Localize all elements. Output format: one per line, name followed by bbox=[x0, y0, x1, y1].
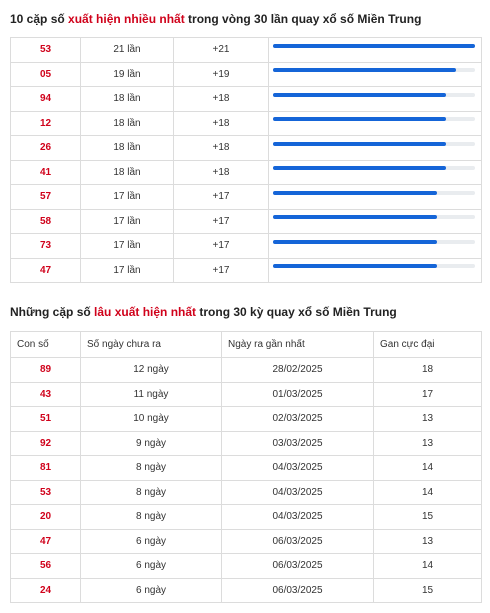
frequent-title-post: trong vòng 30 lần quay xổ số Miền Trung bbox=[184, 12, 422, 26]
frequent-pairs-table bbox=[10, 37, 482, 283]
max-gap: 18 bbox=[374, 358, 482, 383]
last-appeared-date: 04/03/2025 bbox=[222, 505, 374, 530]
occurrence-count: 17 lần bbox=[81, 258, 174, 283]
frequency-bar-cell bbox=[269, 87, 482, 112]
occurrence-count: 18 lần bbox=[81, 160, 174, 185]
last-appeared-date: 06/03/2025 bbox=[222, 554, 374, 579]
frequency-bar-cell bbox=[269, 62, 482, 87]
gan-row bbox=[11, 529, 482, 554]
pair-number: 58 bbox=[11, 209, 81, 234]
last-appeared-date: 06/03/2025 bbox=[222, 578, 374, 603]
frequency-bar-cell bbox=[269, 111, 482, 136]
header-gan-cuc-dai: Gan cực đại bbox=[374, 332, 482, 358]
days-not-appeared: 11 ngày bbox=[81, 382, 222, 407]
max-gap: 13 bbox=[374, 407, 482, 432]
frequency-bar-track bbox=[273, 117, 475, 121]
frequency-bar-fill bbox=[273, 44, 475, 48]
frequency-bar-cell bbox=[269, 185, 482, 210]
pair-number: 47 bbox=[11, 529, 81, 554]
max-gap: 15 bbox=[374, 505, 482, 530]
pair-number: 47 bbox=[11, 258, 81, 283]
frequent-row bbox=[11, 234, 482, 259]
last-appeared-date: 01/03/2025 bbox=[222, 382, 374, 407]
days-not-appeared: 6 ngày bbox=[81, 554, 222, 579]
pair-number: 26 bbox=[11, 136, 81, 161]
frequent-row bbox=[11, 258, 482, 283]
frequency-bar-fill bbox=[273, 142, 446, 146]
max-gap: 15 bbox=[374, 578, 482, 603]
pair-number: 53 bbox=[11, 38, 81, 63]
last-appeared-date: 06/03/2025 bbox=[222, 529, 374, 554]
gan-title-highlight: lâu xuất hiện nhất bbox=[94, 305, 197, 319]
occurrence-diff: +19 bbox=[174, 62, 269, 87]
frequency-bar-track bbox=[273, 68, 475, 72]
frequent-row bbox=[11, 136, 482, 161]
occurrence-diff: +18 bbox=[174, 111, 269, 136]
occurrence-count: 17 lần bbox=[81, 209, 174, 234]
days-not-appeared: 8 ngày bbox=[81, 505, 222, 530]
max-gap: 14 bbox=[374, 554, 482, 579]
last-appeared-date: 28/02/2025 bbox=[222, 358, 374, 383]
max-gap: 17 bbox=[374, 382, 482, 407]
frequency-bar-track bbox=[273, 191, 475, 195]
last-appeared-date: 02/03/2025 bbox=[222, 407, 374, 432]
pair-number: 05 bbox=[11, 62, 81, 87]
pair-number: 53 bbox=[11, 480, 81, 505]
frequency-bar-track bbox=[273, 166, 475, 170]
frequency-bar-track bbox=[273, 44, 475, 48]
days-not-appeared: 6 ngày bbox=[81, 578, 222, 603]
gan-row bbox=[11, 382, 482, 407]
frequency-bar-track bbox=[273, 142, 475, 146]
max-gap: 13 bbox=[374, 431, 482, 456]
pair-number: 41 bbox=[11, 160, 81, 185]
occurrence-count: 21 lần bbox=[81, 38, 174, 63]
pair-number: 92 bbox=[11, 431, 81, 456]
max-gap: 14 bbox=[374, 480, 482, 505]
occurrence-diff: +17 bbox=[174, 258, 269, 283]
frequent-section-title bbox=[10, 12, 421, 26]
frequent-title-highlight: xuất hiện nhiều nhất bbox=[68, 12, 185, 26]
days-not-appeared: 9 ngày bbox=[81, 431, 222, 456]
pair-number: 57 bbox=[11, 185, 81, 210]
frequency-bar-track bbox=[273, 215, 475, 219]
pair-number: 51 bbox=[11, 407, 81, 432]
days-not-appeared: 12 ngày bbox=[81, 358, 222, 383]
gan-row bbox=[11, 554, 482, 579]
max-gap: 14 bbox=[374, 456, 482, 481]
occurrence-diff: +18 bbox=[174, 160, 269, 185]
frequency-bar-track bbox=[273, 264, 475, 268]
frequency-bar-track bbox=[273, 93, 475, 97]
frequency-bar-fill bbox=[273, 166, 446, 170]
frequent-title-pre: 10 cặp số bbox=[10, 12, 69, 26]
occurrence-count: 17 lần bbox=[81, 234, 174, 259]
days-not-appeared: 10 ngày bbox=[81, 407, 222, 432]
occurrence-diff: +17 bbox=[174, 234, 269, 259]
frequency-bar-cell bbox=[269, 209, 482, 234]
frequency-bar-cell bbox=[269, 258, 482, 283]
pair-number: 94 bbox=[11, 87, 81, 112]
frequent-row bbox=[11, 38, 482, 63]
occurrence-diff: +17 bbox=[174, 185, 269, 210]
frequency-bar-fill bbox=[273, 264, 437, 268]
days-not-appeared: 8 ngày bbox=[81, 480, 222, 505]
frequency-bar-fill bbox=[273, 240, 437, 244]
gan-pairs-table bbox=[10, 331, 482, 603]
gan-row bbox=[11, 505, 482, 530]
frequent-row bbox=[11, 185, 482, 210]
occurrence-diff: +18 bbox=[174, 87, 269, 112]
gan-header-row bbox=[11, 332, 482, 358]
gan-row bbox=[11, 480, 482, 505]
header-ngay-ra-gan-nhat: Ngày ra gần nhất bbox=[222, 332, 374, 358]
pair-number: 12 bbox=[11, 111, 81, 136]
frequency-bar-cell bbox=[269, 160, 482, 185]
gan-row bbox=[11, 358, 482, 383]
occurrence-count: 18 lần bbox=[81, 87, 174, 112]
frequency-bar-cell bbox=[269, 136, 482, 161]
frequent-row bbox=[11, 111, 482, 136]
frequent-row bbox=[11, 209, 482, 234]
frequency-bar-fill bbox=[273, 215, 437, 219]
pair-number: 89 bbox=[11, 358, 81, 383]
max-gap: 13 bbox=[374, 529, 482, 554]
occurrence-count: 19 lần bbox=[81, 62, 174, 87]
frequency-bar-cell bbox=[269, 234, 482, 259]
frequency-bar-fill bbox=[273, 191, 437, 195]
occurrence-diff: +18 bbox=[174, 136, 269, 161]
last-appeared-date: 03/03/2025 bbox=[222, 431, 374, 456]
gan-title-pre: Những cặp số bbox=[10, 305, 95, 319]
header-con-so: Con số bbox=[11, 332, 81, 358]
last-appeared-date: 04/03/2025 bbox=[222, 456, 374, 481]
frequency-bar-fill bbox=[273, 68, 456, 72]
gan-row bbox=[11, 578, 482, 603]
last-appeared-date: 04/03/2025 bbox=[222, 480, 374, 505]
frequent-row bbox=[11, 87, 482, 112]
frequency-bar-cell bbox=[269, 38, 482, 63]
gan-row bbox=[11, 456, 482, 481]
frequency-bar-fill bbox=[273, 117, 446, 121]
gan-title-post: trong 30 kỳ quay xổ số Miền Trung bbox=[196, 305, 397, 319]
days-not-appeared: 8 ngày bbox=[81, 456, 222, 481]
pair-number: 24 bbox=[11, 578, 81, 603]
pair-number: 56 bbox=[11, 554, 81, 579]
pair-number: 43 bbox=[11, 382, 81, 407]
occurrence-count: 18 lần bbox=[81, 111, 174, 136]
gan-section-title bbox=[10, 305, 397, 319]
pair-number: 73 bbox=[11, 234, 81, 259]
pair-number: 81 bbox=[11, 456, 81, 481]
header-so-ngay-chua-ra: Số ngày chưa ra bbox=[81, 332, 222, 358]
frequent-row bbox=[11, 62, 482, 87]
gan-row bbox=[11, 407, 482, 432]
frequency-bar-fill bbox=[273, 93, 446, 97]
gan-row bbox=[11, 431, 482, 456]
frequency-bar-track bbox=[273, 240, 475, 244]
occurrence-count: 18 lần bbox=[81, 136, 174, 161]
pair-number: 20 bbox=[11, 505, 81, 530]
frequent-row bbox=[11, 160, 482, 185]
occurrence-diff: +17 bbox=[174, 209, 269, 234]
occurrence-count: 17 lần bbox=[81, 185, 174, 210]
days-not-appeared: 6 ngày bbox=[81, 529, 222, 554]
occurrence-diff: +21 bbox=[174, 38, 269, 63]
